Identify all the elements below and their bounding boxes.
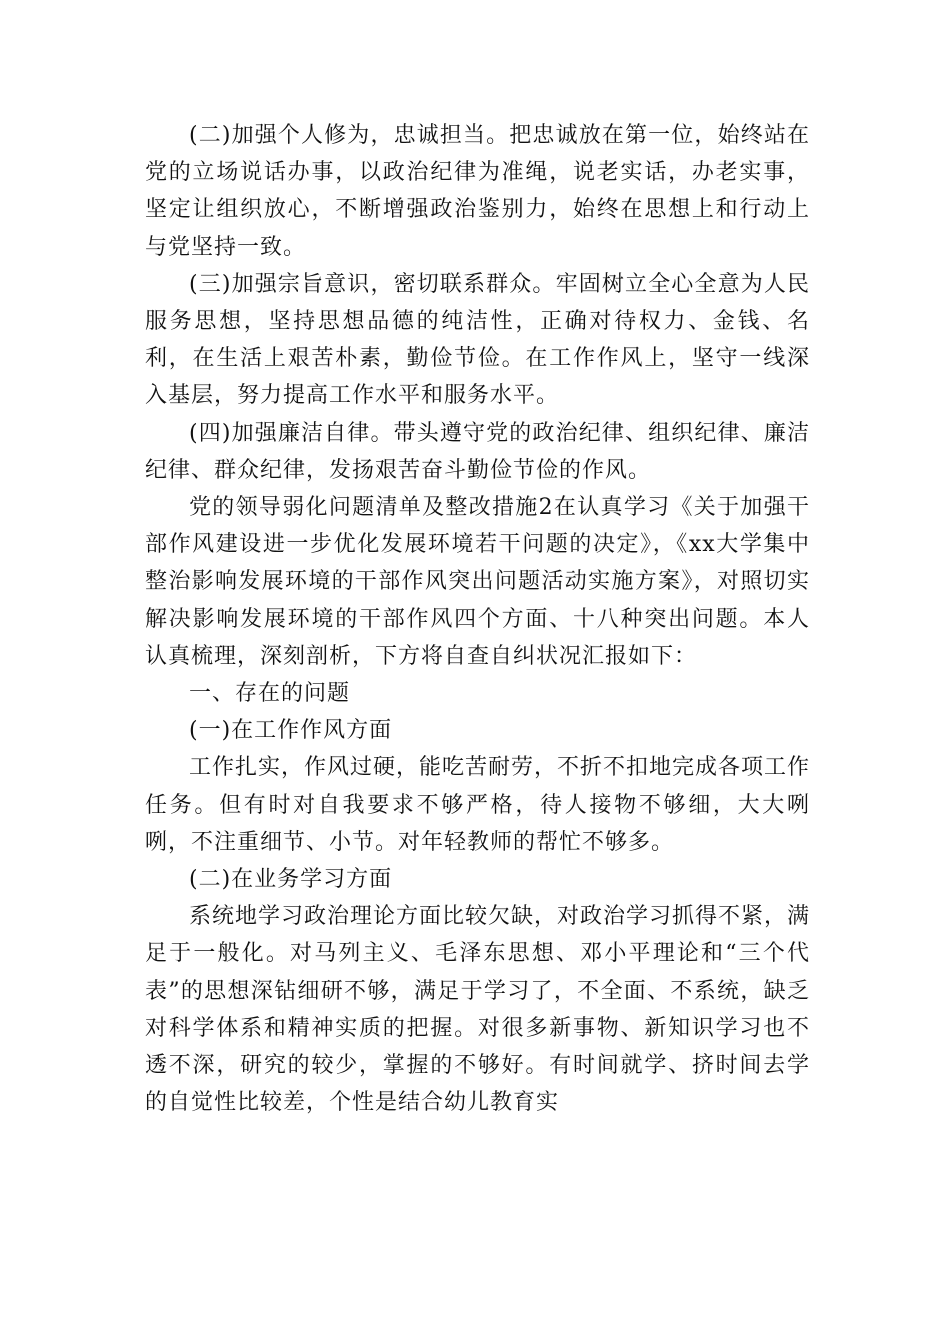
document-body [145,117,810,1121]
paragraph-work-style: 工作扎实，作风过硬，能吃苦耐劳，不折不扣地完成各项工作任务。但有时对自我要求不够严格，待人接物不够细，大大咧咧，不注重细节、小节。对年轻教师的帮忙不够多。 [145,755,811,855]
subheading-work-style: (一)在工作作风方面 [189,718,393,744]
paragraph-strengthen-self-cultivation: (二)加强个人修为，忠诚担当。把忠诚放在第一位，始终站在党的立场说话办事，以政治纪律为准绳，说老实话，办老实事，坚定让组织放心，不断增强政治鉴别力，始终在思想上和行动上与党坚持一致。 [145,123,810,260]
section-heading-existing-problems: 一、存在的问题 [189,681,351,707]
paragraph-integrity-discipline: (四)加强廉洁自律。带头遵守党的政治纪律、组织纪律、廉洁纪律、群众纪律，发扬艰苦奋斗勤俭节俭的作风。 [145,420,810,483]
paragraph-self-inspection-intro: 党的领导弱化问题清单及整改措施2在认真学习《关于加强干部作风建设进一步优化发展环境若干问题的决定》，《xx大学集中整治影响发展环境的干部作风突出问题活动实施方案》，对照切实解决影响发展环境的干部作风四个方面、十八种突出问题。本人认真梳理，深刻剖析，下方将自查自纠状况汇报如下： [145,495,810,669]
paragraph-business-study: 系统地学习政治理论方面比较欠缺，对政治学习抓得不紧，满足于一般化。对马列主义、毛泽东思想、邓小平理论和“三个代表”的思想深钻细研不够，满足于学习了，不全面、不系统，缺乏对科学体系和精神实质的把握。对很多新事物、新知识学习也不透不深，研究的较少，掌握的不够好。有时间就学、挤时间去学的自觉性比较差，个性是结合幼儿教育实 [145,904,811,1116]
subheading-business-study: (二)在业务学习方面 [189,867,393,893]
paragraph-purpose-awareness: (三)加强宗旨意识，密切联系群众。牢固树立全心全意为人民服务思想，坚持思想品德的纯洁性，正确对待权力、金钱、名利，在生活上艰苦朴素，勤俭节俭。在工作作风上，坚守一线深入基层，努力提高工作水平和服务水平。 [145,271,810,409]
